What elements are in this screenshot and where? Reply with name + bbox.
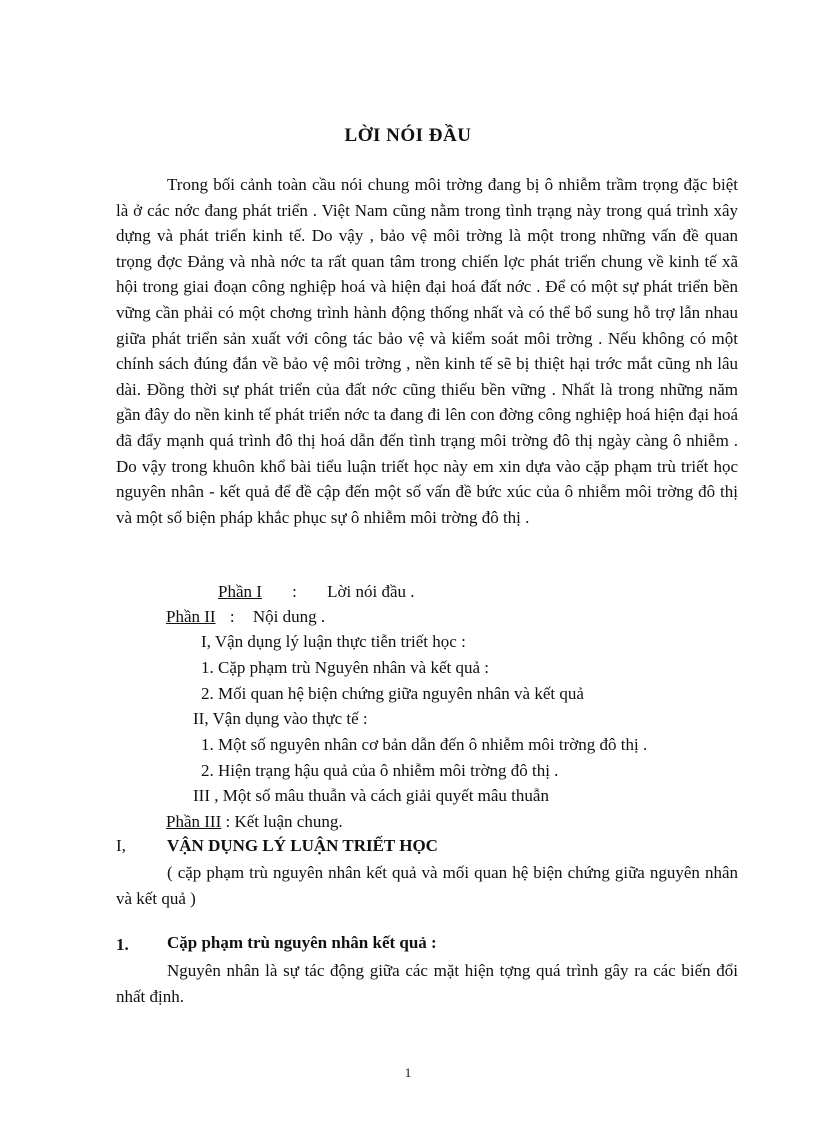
- part3-text: : Kết luận chung.: [225, 812, 343, 831]
- page-number: 1: [404, 1065, 412, 1080]
- item-text: Mối quan hệ biện chứng giữa nguyên nhân và kết quả: [218, 684, 584, 703]
- item-number: 2.: [201, 761, 214, 780]
- part3-label: Phần III: [166, 812, 222, 831]
- outline-part1: [218, 581, 415, 603]
- outline-section2: II, Vận dụng vào thực tế :: [193, 709, 368, 728]
- section-number: I,: [116, 836, 126, 855]
- heading-body: Nguyên nhân là sự tác động giữa các mặt hiện tợng quá trình gây ra các biến đổi nhất định.: [116, 961, 738, 1006]
- outline-section3: III , Một số mâu thuẫn và cách giải quyết mâu thuẫn: [193, 786, 549, 805]
- outline-section1: I, Vận dụng lý luận thực tiễn triết học :: [201, 632, 466, 651]
- item-text: Một số nguyên nhân cơ bản dẫn đến ô nhiễm môi trờng đô thị .: [218, 735, 648, 754]
- part1-label: Phần I: [218, 582, 262, 601]
- item-number: 1.: [201, 658, 214, 677]
- item-number: 1.: [201, 735, 214, 754]
- outline-part3: [166, 811, 343, 833]
- item-text: Hiện trạng hậu quả của ô nhiễm môi trờng đô thị .: [218, 761, 559, 780]
- part2-label: Phần II: [166, 607, 216, 626]
- heading-number: 1.: [116, 935, 129, 954]
- outline-sec1-item2: [201, 683, 584, 705]
- heading-title: Cặp phạm trù nguyên nhân kết quả :: [167, 933, 437, 952]
- section-subtitle: ( cặp phạm trù nguyên nhân kết quả và mối quan hệ biện chứng giữa nguyên nhân và kết quả ): [116, 863, 738, 908]
- item-number: 2.: [201, 684, 214, 703]
- outline-sec2-item1: [201, 734, 647, 756]
- intro-paragraph: Trong bối cảnh toàn cầu nói chung môi trờng đang bị ô nhiễm trầm trọng đặc biệt là ở các nớc đang phát triển . Việt Nam cũng nằm trong tình trạng này trong quá trình xây dựng và phát triển kinh tế. Do vậy , bảo vệ môi trờng là một trong những vấn đề quan trọng đợc Đảng và nhà nớc ta rất quan tâm trong chiến lợc phát triển chung về kinh tế xã hội trong giai đoạn công nghiệp hoá và hiện đại hoá đất nớc . Để có một sự phát triển bền vững cần phải có một chơng trình hành động thống nhất và có thể bổ sung hỗ trợ lẫn nhau giữa phát triển sản xuất với công tác bảo vệ và kiểm soát môi trờng . Nếu không có một chính sách đúng đắn về bảo vệ môi trờng , nền kinh tế sẽ bị thiệt hại trớc mắt cũng nh lâu dài. Đồng thời sự phát triển của đất nớc cũng thiếu bền vững . Nhất là trong những năm gần đây do nền kinh tế phát triển nớc ta đang đi lên con đờng công nghiệp hoá hiện đại hoá đã đẩy mạnh quá trình đô thị hoá dẫn đến tình trạng môi trờng đô thị ngày càng ô nhiễm . Do vậy trong khuôn khổ bài tiểu luận triết học này em xin dựa vào cặp phạm trù triết học nguyên nhân - kết quả để đề cập đến một số vấn đề bức xúc của ô nhiễm môi trờng đô thị và một số biện pháp khắc phục sự ô nhiễm môi trờng đô thị .: [116, 175, 738, 527]
- item-text: Cặp phạm trù Nguyên nhân và kết quả :: [218, 658, 489, 677]
- part1-sep: :: [292, 582, 297, 601]
- page-title: LỜI NÓI ĐẦU: [344, 125, 472, 146]
- outline-sec2-item2: [201, 760, 558, 782]
- outline-sec1-item1: [201, 657, 489, 679]
- outline-part2: [166, 606, 325, 628]
- part2-text: Nội dung .: [252, 607, 326, 626]
- part1-text: Lời nói đầu .: [327, 582, 415, 601]
- part2-sep: :: [229, 607, 235, 626]
- section-title: VẬN DỤNG LÝ LUẬN TRIẾT HỌC: [167, 836, 438, 855]
